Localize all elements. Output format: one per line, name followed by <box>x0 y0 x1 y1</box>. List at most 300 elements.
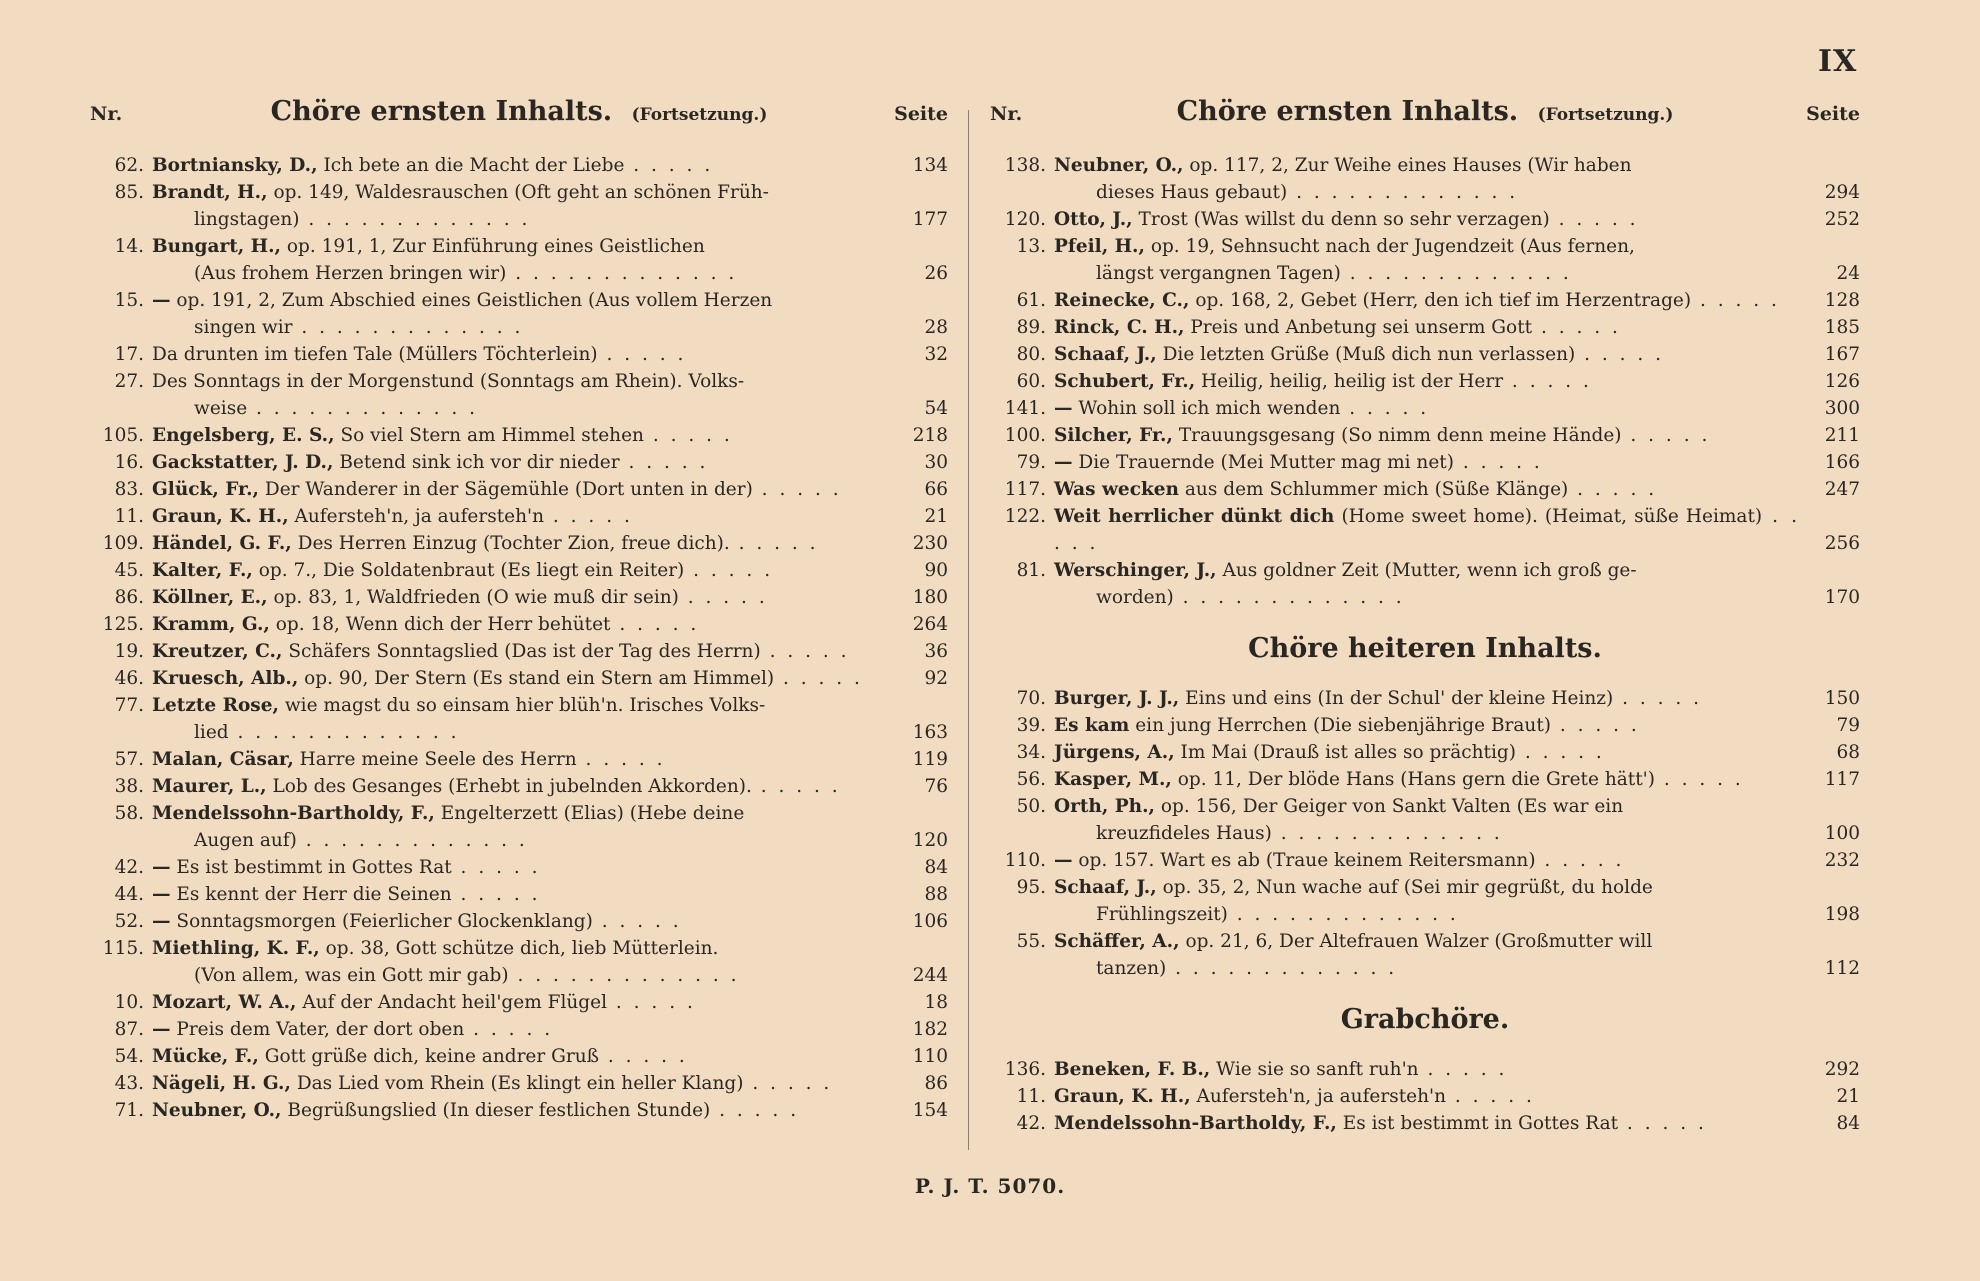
entry-title: Preis dem Vater, der dort oben <box>176 1019 465 1040</box>
entry-text <box>152 341 888 368</box>
entry-page: 252 <box>1824 209 1860 230</box>
entry-number: 15. <box>114 290 144 311</box>
nr-label: Nr. <box>90 103 123 125</box>
index-entry <box>90 422 948 449</box>
entry-page: 79 <box>1836 715 1860 736</box>
entry-title: Des Herren Einzug (Tochter Zion, freue dich). <box>297 533 730 554</box>
entry-page: 86 <box>924 1073 948 1094</box>
entry-number: 11. <box>1016 1086 1046 1107</box>
dot-leader: . . . . . <box>592 911 682 932</box>
entry-number: 138. <box>1004 155 1046 176</box>
entry-page: 21 <box>1836 1086 1860 1107</box>
entry-composer: Rinck, C. H., <box>1054 317 1185 338</box>
index-entry <box>90 1097 948 1124</box>
entry-composer: Neubner, O., <box>1054 155 1184 176</box>
dot-leader: . . . . . <box>1613 688 1703 709</box>
entry-continuation <box>1054 955 1800 982</box>
entry-number: 117. <box>1004 479 1046 500</box>
entry-text <box>152 1043 888 1070</box>
index-entry <box>990 422 1860 449</box>
entry-continuation-text: kreuzfideles Haus) <box>1096 823 1272 844</box>
entry-number: 80. <box>1016 344 1046 365</box>
entry-number: 71. <box>114 1100 144 1121</box>
dot-leader: . . . . . <box>774 668 863 689</box>
index-entry <box>990 287 1860 314</box>
entry-page: 100 <box>1824 823 1860 844</box>
entry-number: 44. <box>114 884 144 905</box>
entry-continuation <box>1054 820 1800 847</box>
entry-page: 30 <box>924 452 948 473</box>
plate-number-footer: P. J. T. 5070. <box>914 1174 1066 1198</box>
index-entry <box>90 935 948 989</box>
entry-continuation <box>152 206 888 233</box>
entry-composer: Köllner, E., <box>152 587 268 608</box>
index-entry <box>90 773 948 800</box>
entry-title: Heilig, heilig, heilig ist der Herr <box>1201 371 1504 392</box>
entry-title: Trost (Was willst du denn so sehr verzagen) <box>1138 209 1550 230</box>
entry-title: Es ist bestimmt in Gottes Rat <box>176 857 452 878</box>
entry-text <box>1054 287 1800 314</box>
index-entry <box>990 557 1860 611</box>
entry-title: op. 7., Die Soldatenbraut (Es liegt ein Reiter) <box>258 560 685 581</box>
entry-page: 88 <box>924 884 948 905</box>
entry-composer: Was wecken <box>1054 479 1180 500</box>
entry-composer: Schäffer, A., <box>1054 931 1180 952</box>
entry-number: 39. <box>1016 715 1046 736</box>
entry-number: 57. <box>114 749 144 770</box>
dot-leader: . . . . . <box>598 1046 688 1067</box>
dot-leader: . . . . . <box>607 992 696 1013</box>
entry-number: 10. <box>114 992 144 1013</box>
entry-composer: Silcher, Fr., <box>1054 425 1173 446</box>
entry-title: aus dem Schlummer mich (Süße Klänge) <box>1184 479 1569 500</box>
entry-title: Es kennt der Herr die Seinen <box>176 884 452 905</box>
entry-page: 264 <box>912 614 948 635</box>
entry-text <box>152 449 888 476</box>
entry-composer: Letzte Rose, <box>152 695 279 716</box>
entry-composer: — <box>1054 850 1073 871</box>
entry-page: 24 <box>1836 263 1860 284</box>
index-entry <box>990 928 1860 982</box>
entry-page: 300 <box>1824 398 1860 419</box>
dot-leader: . . . . . . . . . . . . . <box>1173 587 1405 608</box>
entry-page: 180 <box>912 587 948 608</box>
entry-continuation <box>1054 584 1800 611</box>
dot-leader: . . . . . . . . . . . . . <box>292 317 524 338</box>
entry-text <box>1054 422 1800 449</box>
index-entry <box>90 368 948 422</box>
entry-title: op. 19, Sehnsucht nach der Jugendzeit (Aus fernen, <box>1150 236 1635 257</box>
entry-title: Trauungsgesang (So nimm denn meine Hände) <box>1178 425 1622 446</box>
dot-leader: . . . . . . . . . . . . . <box>247 398 479 419</box>
entry-text <box>152 476 888 503</box>
index-entry <box>90 1070 948 1097</box>
entry-number: 34. <box>1016 742 1046 763</box>
dot-leader: . . . . . . . . . . . . . <box>228 722 460 743</box>
entry-page: 54 <box>924 398 948 419</box>
index-entry <box>990 1083 1860 1110</box>
index-entry <box>90 503 948 530</box>
entry-text <box>1054 1083 1800 1110</box>
dot-leader: . . . . . <box>710 1100 800 1121</box>
dot-leader: . . . . . <box>451 857 541 878</box>
entry-title: op. 156, Der Geiger von Sankt Valten (Es war ein <box>1160 796 1624 817</box>
entry-continuation <box>152 719 888 746</box>
entry-text <box>152 287 888 341</box>
dot-leader: . . . . . . . . . . . . . <box>1227 904 1459 925</box>
dot-leader: . . . . . <box>1418 1059 1508 1080</box>
dot-leader: . . . . . . . . . . . . . <box>508 965 740 986</box>
entry-text <box>152 773 888 800</box>
index-entry <box>990 233 1860 287</box>
index-entry <box>990 874 1860 928</box>
entry-number: 115. <box>102 938 144 959</box>
index-entry <box>90 341 948 368</box>
dot-leader: . . . . . <box>619 452 709 473</box>
entry-title: Preis und Anbetung sei unserm Gott <box>1190 317 1533 338</box>
entry-composer: Graun, K. H., <box>152 506 289 527</box>
entry-composer: Orth, Ph., <box>1054 796 1155 817</box>
entry-number: 122. <box>1004 506 1046 527</box>
entry-title: op. 117, 2, Zur Weihe eines Hauses (Wir haben <box>1189 155 1632 176</box>
entry-title: Schäfers Sonntagslied (Das ist der Tag des Herrn) <box>288 641 761 662</box>
section-subtitle: (Fortsetzung.) <box>1537 105 1674 125</box>
dot-leader: . . . . . <box>610 614 700 635</box>
entry-text <box>152 665 888 692</box>
entry-text <box>152 1070 888 1097</box>
entry-title: Gott grüße dich, keine andrer Gruß <box>264 1046 599 1067</box>
entry-title: Des Sonntags in der Morgenstund (Sonntags am Rhein). Volks- <box>152 371 745 392</box>
entry-continuation-text: Augen auf) <box>194 830 297 851</box>
index-entry <box>90 800 948 854</box>
entry-composer: Weit herrlicher dünkt dich <box>1054 506 1335 527</box>
entry-title: Harre meine Seele des Herrn <box>299 749 577 770</box>
entry-page: 84 <box>924 857 948 878</box>
index-entry <box>90 584 948 611</box>
dot-leader: . . . . . <box>752 479 842 500</box>
entry-continuation <box>152 962 888 989</box>
dot-leader: . . . . . <box>1532 317 1621 338</box>
entry-continuation-text: dieses Haus gebaut) <box>1096 182 1288 203</box>
entry-composer: Kasper, M., <box>1054 769 1172 790</box>
entry-page: 112 <box>1824 958 1860 979</box>
entry-title: (Home sweet home). (Heimat, süße Heimat) <box>1341 506 1763 527</box>
dot-leader: . . . . . <box>760 641 850 662</box>
entry-continuation-text: tanzen) <box>1096 958 1167 979</box>
dot-leader: . . . . . <box>729 533 819 554</box>
index-entry <box>990 314 1860 341</box>
entry-title: Begrüßungslied (In dieser festlichen Stunde) <box>287 1100 711 1121</box>
entry-page: 126 <box>1824 371 1860 392</box>
entry-continuation <box>1054 179 1800 206</box>
entry-number: 46. <box>114 668 144 689</box>
entry-text <box>1054 341 1800 368</box>
entry-text <box>152 422 888 449</box>
entry-composer: Mendelssohn-Bartholdy, F., <box>1054 1113 1337 1134</box>
index-entry <box>90 449 948 476</box>
entry-number: 136. <box>1004 1059 1046 1080</box>
entry-title: op. 168, 2, Gebet (Herr, den ich tief im Herzentrage) <box>1195 290 1692 311</box>
entry-text <box>152 503 888 530</box>
entry-continuation <box>152 395 888 422</box>
entry-page: 230 <box>912 533 948 554</box>
entry-title: Aus goldner Zeit (Mutter, wenn ich groß ge- <box>1222 560 1637 581</box>
entry-text <box>152 989 888 1016</box>
entry-title: Betend sink ich vor dir nieder <box>339 452 620 473</box>
index-entry <box>990 476 1860 503</box>
entry-number: 11. <box>114 506 144 527</box>
entry-title: Aufersteh'n, ja aufersteh'n <box>294 506 545 527</box>
entry-page: 198 <box>1824 904 1860 925</box>
entry-text <box>1054 152 1800 206</box>
entry-composer: Jürgens, A., <box>1054 742 1175 763</box>
entry-composer: Kalter, F., <box>152 560 253 581</box>
entry-number: 38. <box>114 776 144 797</box>
entry-composer: — <box>1054 398 1073 419</box>
entry-number: 89. <box>1016 317 1046 338</box>
entry-page: 154 <box>912 1100 948 1121</box>
entry-number: 13. <box>1016 236 1046 257</box>
entry-continuation-text: Frühlingszeit) <box>1096 904 1228 925</box>
entry-page: 211 <box>1824 425 1860 446</box>
entry-composer: — <box>152 857 171 878</box>
entry-composer: Nägeli, H. G., <box>152 1073 291 1094</box>
entry-composer: Glück, Fr., <box>152 479 259 500</box>
index-entry <box>990 766 1860 793</box>
entry-number: 50. <box>1016 796 1046 817</box>
dot-leader: . . . . . . . . . . . . . <box>1340 263 1572 284</box>
entry-title: Lob des Gesanges (Erhebt in jubelnden Akkorden). <box>272 776 752 797</box>
entry-continuation-text: (Aus frohem Herzen bringen wir) <box>194 263 507 284</box>
entry-number: 95. <box>1016 877 1046 898</box>
entry-text <box>1054 314 1800 341</box>
entry-number: 43. <box>114 1073 144 1094</box>
entry-composer: Schubert, Fr., <box>1054 371 1196 392</box>
entry-page: 247 <box>1824 479 1860 500</box>
index-entry <box>990 368 1860 395</box>
entry-page: 166 <box>1824 452 1860 473</box>
dot-leader: . . . . . <box>1621 425 1711 446</box>
entry-number: 60. <box>1016 371 1046 392</box>
entry-page: 134 <box>912 155 948 176</box>
entry-title: Da drunten im tiefen Tale (Müllers Töchterlein) <box>152 344 598 365</box>
entry-number: 27. <box>114 371 144 392</box>
entry-composer: — <box>152 1019 171 1040</box>
entry-page: 170 <box>1824 587 1860 608</box>
entry-text <box>1054 847 1800 874</box>
entry-title: Die letzten Grüße (Muß dich nun verlassen) <box>1162 344 1576 365</box>
seite-label: Seite <box>1806 103 1860 125</box>
dot-leader: . . . . . <box>1515 742 1605 763</box>
entry-title: op. 90, Der Stern (Es stand ein Stern am Himmel) <box>304 668 775 689</box>
right-column-header <box>990 96 1860 142</box>
entry-text <box>1054 233 1800 287</box>
dot-leader: . . . . . <box>1535 850 1625 871</box>
entry-title: Engelterzett (Elias) (Hebe deine <box>440 803 745 824</box>
entry-text <box>152 611 888 638</box>
entry-page: 232 <box>1824 850 1860 871</box>
index-entry <box>990 1110 1860 1137</box>
dot-leader: . . . . . <box>684 560 774 581</box>
entry-page: 32 <box>924 344 948 365</box>
entry-composer: Brandt, H., <box>152 182 268 203</box>
entry-number: 120. <box>1004 209 1046 230</box>
index-entry <box>90 476 948 503</box>
dot-leader: . . . . . <box>1054 506 1800 554</box>
entry-text <box>1054 739 1800 766</box>
entry-composer: — <box>1054 452 1073 473</box>
entry-page: 182 <box>912 1019 948 1040</box>
index-entry <box>990 847 1860 874</box>
entry-page: 218 <box>912 425 948 446</box>
entry-text <box>152 179 888 233</box>
index-entry <box>990 793 1860 847</box>
section-title <box>150 96 888 127</box>
entry-number: 61. <box>1016 290 1046 311</box>
index-entry <box>990 503 1860 557</box>
entry-title: op. 21, 6, Der Altefrauen Walzer (Großmutter will <box>1185 931 1653 952</box>
entry-composer: Miethling, K. F., <box>152 938 320 959</box>
seite-label: Seite <box>894 103 948 125</box>
heiteren-entry-list <box>990 685 1860 982</box>
index-entry <box>990 449 1860 476</box>
entry-text <box>152 368 888 422</box>
index-entry <box>90 908 948 935</box>
entry-title: op. 191, 1, Zur Einführung eines Geistlichen <box>286 236 705 257</box>
entry-text <box>1054 766 1800 793</box>
entry-composer: — <box>152 884 171 905</box>
dot-leader: . . . . . <box>1503 371 1592 392</box>
entry-text <box>152 152 888 179</box>
entry-text <box>1054 476 1800 503</box>
entry-title: wie magst du so einsam hier blüh'n. Irisches Volks- <box>284 695 766 716</box>
entry-number: 16. <box>114 452 144 473</box>
entry-number: 52. <box>114 911 144 932</box>
index-entry <box>90 665 948 692</box>
entry-composer: Kruesch, Alb., <box>152 668 299 689</box>
entry-text <box>152 233 888 287</box>
grabchoere-entry-list <box>990 1056 1860 1137</box>
entry-number: 62. <box>114 155 144 176</box>
entry-composer: Pfeil, H., <box>1054 236 1145 257</box>
entry-continuation <box>1054 901 1800 928</box>
entry-page: 128 <box>1824 290 1860 311</box>
entry-composer: Engelsberg, E. S., <box>152 425 335 446</box>
dot-leader: . . . . . <box>751 776 841 797</box>
left-entry-list <box>90 152 948 1124</box>
entry-text <box>1054 206 1800 233</box>
index-entry <box>90 287 948 341</box>
entry-title: op. 38, Gott schütze dich, lieb Mütterlein. <box>325 938 719 959</box>
entry-text <box>1054 712 1800 739</box>
entry-number: 56. <box>1016 769 1046 790</box>
page-number: IX <box>1818 44 1858 79</box>
entry-page: 120 <box>912 830 948 851</box>
index-entry <box>990 685 1860 712</box>
entry-title: op. 149, Waldesrauschen (Oft geht an schönen Früh- <box>273 182 769 203</box>
dot-leader: . . . . . <box>1575 344 1665 365</box>
entry-continuation-text: längst vergangnen Tagen) <box>1096 263 1341 284</box>
index-entry <box>90 179 948 233</box>
index-entry <box>90 1016 948 1043</box>
entry-page: 244 <box>912 965 948 986</box>
entry-page: 163 <box>912 722 948 743</box>
entry-number: 85. <box>114 182 144 203</box>
entry-number: 141. <box>1004 398 1046 419</box>
entry-text <box>152 584 888 611</box>
dot-leader: . . . . . <box>464 1019 554 1040</box>
entry-number: 17. <box>114 344 144 365</box>
entry-number: 125. <box>102 614 144 635</box>
entry-number: 14. <box>114 236 144 257</box>
entry-composer: Bungart, H., <box>152 236 281 257</box>
section-subtitle: (Fortsetzung.) <box>631 105 768 125</box>
index-entry <box>990 206 1860 233</box>
entry-title: op. 18, Wenn dich der Herr behütet <box>275 614 611 635</box>
index-entry <box>90 638 948 665</box>
entry-page: 26 <box>924 263 948 284</box>
dot-leader: . . . . . <box>678 587 768 608</box>
entry-number: 83. <box>114 479 144 500</box>
dot-leader: . . . . . <box>1618 1113 1707 1134</box>
dot-leader: . . . . . <box>624 155 714 176</box>
entry-title: op. 11, Der blöde Hans (Hans gern die Grete hätt') <box>1177 769 1655 790</box>
entry-number: 54. <box>114 1046 144 1067</box>
entry-title: ein jung Herrchen (Die siebenjährige Braut) <box>1135 715 1551 736</box>
dot-leader: . . . . . . . . . . . . . <box>1166 958 1398 979</box>
entry-text <box>152 746 888 773</box>
entry-text <box>152 1016 888 1043</box>
entry-page: 294 <box>1824 182 1860 203</box>
entry-text <box>152 638 888 665</box>
entry-number: 45. <box>114 560 144 581</box>
entry-title: Es ist bestimmt in Gottes Rat <box>1342 1113 1619 1134</box>
nr-label: Nr. <box>990 103 1023 125</box>
entry-page: 84 <box>1836 1113 1860 1134</box>
section-title-text: Chöre ernsten Inhalts. <box>1176 96 1519 127</box>
entry-page: 36 <box>924 641 948 662</box>
dot-leader: . . . . . . . . . . . . . <box>506 263 738 284</box>
entry-number: 19. <box>114 641 144 662</box>
entry-title: Im Mai (Drauß ist alles so prächtig) <box>1180 742 1516 763</box>
entry-title: Der Wanderer in der Sägemühle (Dort unten in der) <box>264 479 753 500</box>
entry-text <box>1054 793 1800 847</box>
entry-title: Wohin soll ich mich wenden <box>1078 398 1341 419</box>
entry-text <box>1054 928 1800 982</box>
entry-page: 68 <box>1836 742 1860 763</box>
entry-text <box>152 530 888 557</box>
entry-continuation-text: weise <box>194 398 248 419</box>
entry-text <box>152 557 888 584</box>
index-entry <box>90 854 948 881</box>
index-entry <box>90 692 948 746</box>
entry-page: 119 <box>912 749 948 770</box>
entry-text <box>1054 503 1800 557</box>
entry-text <box>1054 685 1800 712</box>
entry-number: 109. <box>102 533 144 554</box>
entry-composer: Mücke, F., <box>152 1046 259 1067</box>
index-entry <box>990 152 1860 206</box>
index-entry <box>990 739 1860 766</box>
index-entry <box>90 152 948 179</box>
entry-text <box>152 908 888 935</box>
entry-page: 106 <box>912 911 948 932</box>
entry-composer: Neubner, O., <box>152 1100 282 1121</box>
entry-composer: Gackstatter, J. D., <box>152 452 334 473</box>
entry-composer: Es kam <box>1054 715 1130 736</box>
dot-leader: . . . . . <box>451 884 541 905</box>
entry-composer: Kreutzer, C., <box>152 641 283 662</box>
